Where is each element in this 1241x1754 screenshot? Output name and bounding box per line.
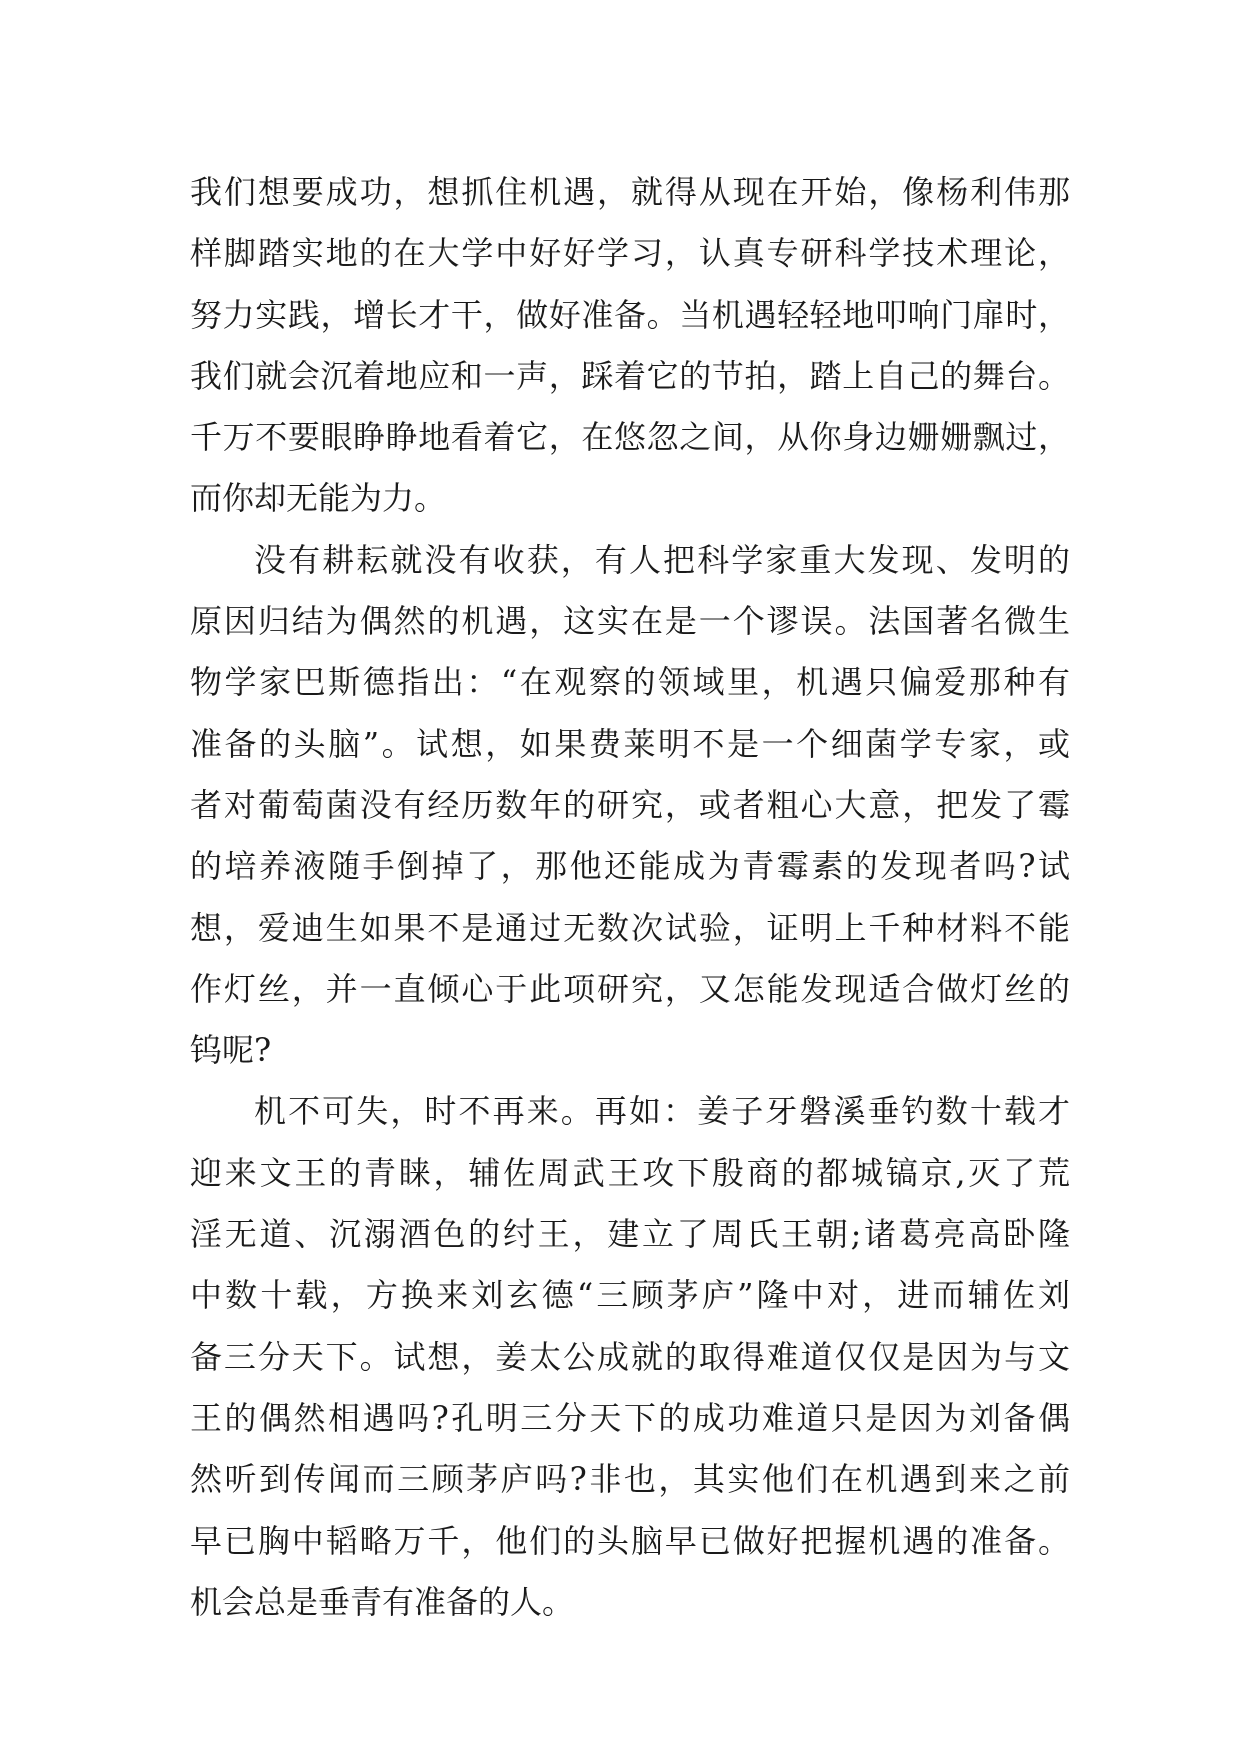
paragraph-2-line-1: 没有耕耘就没有收获，有人把科学家重大发现、发明的 xyxy=(254,540,1070,579)
paragraph-1-line-2: 样脚踏实地的在大学中好好学习，认真专研科学技术理论， xyxy=(190,234,1070,273)
paragraph-3-line-4: 中数十载，方换来刘玄德“三顾茅庐”隆中对，进而辅佐刘 xyxy=(190,1276,1070,1315)
paragraph-3-line-1: 机不可失，时不再来。再如：姜子牙磐溪垂钓数十载才 xyxy=(254,1092,1070,1131)
paragraph-1-line-5: 千万不要眼睁睁地看着它，在悠忽之间，从你身边姗姗飘过， xyxy=(190,418,1070,457)
paragraph-2-line-7: 想，爱迪生如果不是通过无数次试验，证明上千种材料不能 xyxy=(190,908,1070,947)
paragraph-3-line-8: 早已胸中韬略万千，他们的头脑早已做好把握机遇的准备。 xyxy=(190,1521,1070,1560)
paragraph-1-line-4: 我们就会沉着地应和一声，踩着它的节拍，踏上自己的舞台。 xyxy=(190,356,1070,395)
paragraph-2-line-8: 作灯丝，并一直倾心于此项研究，又怎能发现适合做灯丝的 xyxy=(190,969,1070,1008)
document-body xyxy=(190,162,1070,1633)
paragraph-1-line-1: 我们想要成功，想抓住机遇，就得从现在开始，像杨利伟那 xyxy=(190,173,1070,211)
paragraph-2-line-3: 物学家巴斯德指出：“在观察的领域里，机遇只偏爱那种有 xyxy=(190,663,1070,702)
paragraph-1-line-3: 努力实践，增长才干，做好准备。当机遇轻轻地叩响门扉时， xyxy=(190,295,1070,334)
paragraph-2-line-6: 的培养液随手倒掉了，那他还能成为青霉素的发现者吗?试 xyxy=(190,847,1070,886)
paragraph-3-line-9: 机会总是垂青有准备的人。 xyxy=(190,1582,575,1621)
paragraph-3-line-3: 淫无道、沉溺酒色的纣王，建立了周氏王朝;诸葛亮高卧隆 xyxy=(190,1215,1070,1254)
paragraph-2-line-9: 钨呢? xyxy=(190,1031,272,1070)
paragraph-3-line-6: 王的偶然相遇吗?孔明三分天下的成功难道只是因为刘备偶 xyxy=(190,1398,1070,1437)
paragraph-3-line-5: 备三分天下。试想，姜太公成就的取得难道仅仅是因为与文 xyxy=(190,1337,1070,1376)
paragraph-3-line-2: 迎来文王的青睐，辅佐周武王攻下殷商的都城镐京,灭了荒 xyxy=(190,1153,1070,1192)
paragraph-2-line-5: 者对葡萄菌没有经历数年的研究，或者粗心大意，把发了霉 xyxy=(190,785,1070,824)
paragraph-3-line-7: 然听到传闻而三顾茅庐吗?非也，其实他们在机遇到来之前 xyxy=(190,1460,1070,1499)
paragraph-2-line-4: 准备的头脑”。试想，如果费莱明不是一个细菌学专家，或 xyxy=(190,724,1070,763)
paragraph-1-line-6: 而你却无能为力。 xyxy=(190,479,447,518)
paragraph-2-line-2: 原因归结为偶然的机遇，这实在是一个谬误。法国著名微生 xyxy=(190,602,1070,641)
